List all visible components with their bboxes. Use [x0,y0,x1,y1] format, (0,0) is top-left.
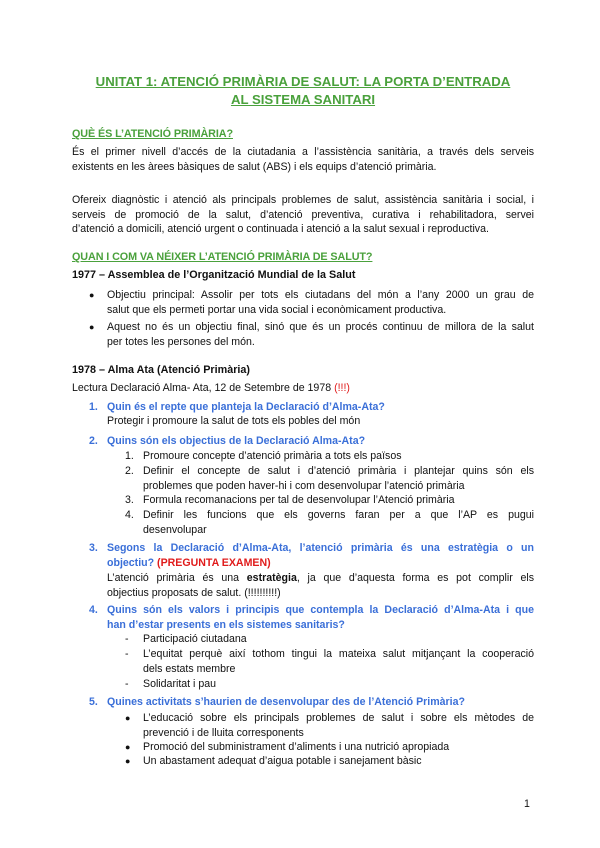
list-item-text: Un abastament adequat d’aigua potable i sanejament bàsic [143,755,422,767]
list-number: 2. [125,465,134,477]
list-item-line: salut que els permeti portar una vida social i econòmicament productiva. [107,303,447,316]
list-item-line: L’equitat perquè així tothom tingui la mateixa salut mitjançant la cooperació [143,648,534,660]
paragraph-definition [72,145,534,174]
list-item-text: Promoció del subministrament d’aliments i una nutrició apropiada [143,741,450,753]
document-page [72,0,534,848]
page-title-line-1: UNITAT 1: ATENCIÓ PRIMÀRIA DE SALUT: LA PORTA D’ENTRADA [95,74,511,89]
question-line [107,556,534,571]
list-item-text: Solidaritat i pau [143,678,217,690]
paragraph-line: serveis de promoció de la salut, d’atenció preventiva, curativa i rehabilitadora, servei [72,208,534,221]
list-item-line: Definir les funcions que els governs faran per a que l’AP es pugui [143,509,534,521]
list-item-line: problemes que poden haver-hi i com desenvolupar l’atenció primària [143,479,465,492]
bullet-icon: ● [125,742,131,752]
reading-text: Lectura Declaració Alma- Ata, 12 de Setembre de 1978 [72,382,332,394]
year-1977-heading: 1977 – Assemblea de l’Organització Mundial de la Salut [72,269,356,281]
answer-line: objectius proposats de salut. (!!!!!!!!!!) [107,586,281,599]
bullet-icon: ● [125,713,131,723]
question-number: 4. [89,604,98,616]
answer-3 [107,571,534,600]
page-title-line-2: AL SISTEMA SANITARI [230,92,376,107]
bullet-icon: ● [89,322,95,332]
answer-text: , ja que d’aquesta forma es pot complir els [296,572,534,584]
list-item-line: dels estats membre [143,662,236,675]
question-line: han d’estar presents en els sistemes sanitaris? [107,618,345,631]
year-1978-heading: 1978 – Alma Ata (Atenció Primària) [72,364,251,376]
list-number: 3. [125,494,134,506]
question-line-text: objectiu? [107,556,155,569]
section-heading-origin: QUAN I COM VA NÉIXER L’ATENCIÓ PRIMÀRIA DE SALUT? [72,251,373,263]
answer-text: L’atenció primària és una [107,572,247,584]
question-text: Quines activitats s’haurien de desenvolupar des de l’Atenció Primària? [107,696,465,708]
answer-line [107,571,534,586]
dash-icon: - [125,633,129,645]
list-item-line: desenvolupar [143,523,207,536]
question-text: Quin és el repte que planteja la Declaració d’Alma-Ata? [107,401,385,413]
list-item-text: Promoure concepte d’atenció primària a tots els països [143,450,402,462]
paragraph-line: existents en les àrees bàsiques de salut (ABS) i els equips d’atenció primària. [72,160,437,173]
list-item-line: L’educació sobre els principals problemes de salut i sobre els mètodes de [143,712,534,724]
paragraph-line: d’atenció a domicili, atenció urgent o continuada i atenció a la salut sexual i reproductiva. [72,223,489,235]
list-item-line: per totes les persones del món. [107,335,255,348]
question-text: Quins són els objectius de la Declaració Alma-Ata? [107,435,366,447]
paragraph-line: Ofereix diagnòstic i atenció als principals problemes de salut, assistència sanitària i social, i [72,194,534,206]
list-item-line: Aquest no és un objectiu final, sinó que és un procés continuu de millora de la salut [107,321,534,333]
paragraph-services [72,193,534,237]
question-number: 3. [89,542,98,554]
page-title [72,73,534,109]
list-number: 1. [125,450,134,462]
answer-keyword: estratègia [246,572,297,584]
dash-icon: - [125,648,129,660]
bullet-icon: ● [125,756,131,766]
reading-mark: (!!!) [334,382,350,394]
reading-line [72,381,534,396]
exam-tag: (PREGUNTA EXAMEN) [157,556,271,569]
list-item-text: Formula recomanacions per tal de desenvolupar l’Atenció primària [143,494,455,506]
dash-icon: - [125,678,129,690]
list-item-text: Participació ciutadana [143,633,247,645]
list-item-line: Definir el concepte de salut i d’atenció primària i plantejar quins són els [143,465,534,477]
question-line: Segons la Declaració d’Alma-Ata, l’atenció primària és una estratègia o un [107,542,534,554]
list-number: 4. [125,509,134,521]
list-item-line: prevenció i de lluita corresponents [143,726,304,739]
question-number: 1. [89,401,98,413]
section-heading-what-is: QUÈ ÉS L’ATENCIÓ PRIMÀRIA? [72,128,233,140]
question-number: 5. [89,696,98,708]
paragraph-line: És el primer nivell d’accés de la ciutadania a l’assistència sanitària, a través dels serveis [72,146,534,158]
question-line: Quins són els valors i principis que contempla la Declaració d’Alma-Ata i que [107,604,534,616]
page-number: 1 [524,798,530,810]
list-item-line: Objectiu principal: Assolir per tots els ciutadans del món a l’any 2000 un grau de [107,289,534,301]
answer-1: Protegir i promoure la salut de tots els pobles del món [107,415,361,427]
question-number: 2. [89,435,98,447]
bullet-icon: ● [89,290,95,300]
